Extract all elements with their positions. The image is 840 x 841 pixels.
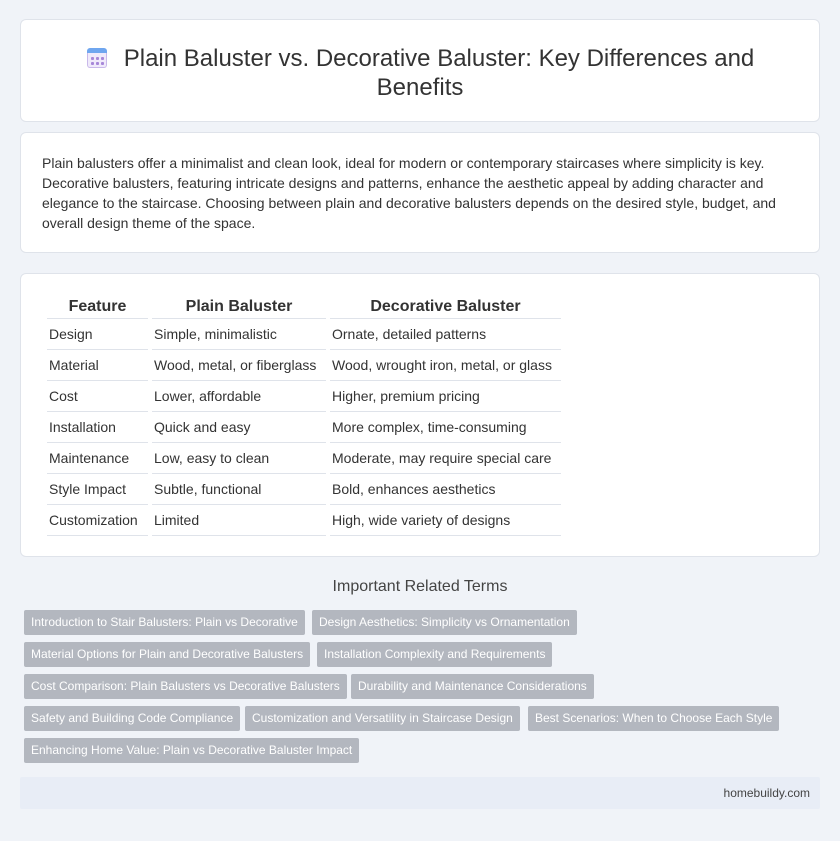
cell-decorative: Ornate, detailed patterns <box>330 319 561 350</box>
table-row <box>47 443 561 474</box>
table-row <box>47 474 561 505</box>
cell-decorative: More complex, time-consuming <box>330 412 561 443</box>
related-term-tag[interactable]: Best Scenarios: When to Choose Each Style <box>528 706 779 731</box>
comparison-card <box>20 273 820 557</box>
page-title-wrap <box>61 44 779 102</box>
related-term-tag[interactable]: Customization and Versatility in Staircase Design <box>245 706 520 731</box>
header-decorative: Decorative Baluster <box>330 294 561 319</box>
cell-decorative: Moderate, may require special care <box>330 443 561 474</box>
cell-feature: Style Impact <box>47 474 148 505</box>
footer-site-link[interactable]: homebuildy.com <box>723 786 810 800</box>
calendar-icon <box>86 47 108 69</box>
cell-feature: Material <box>47 350 148 381</box>
cell-feature: Cost <box>47 381 148 412</box>
related-term-tag[interactable]: Durability and Maintenance Considerations <box>351 674 594 699</box>
table-header-row <box>47 294 561 319</box>
related-term-tag[interactable]: Installation Complexity and Requirements <box>317 642 552 667</box>
cell-feature: Installation <box>47 412 148 443</box>
header-card <box>20 19 820 122</box>
page-title: Plain Baluster vs. Decorative Baluster: Key Differences and Benefits <box>123 45 755 101</box>
cell-feature: Customization <box>47 505 148 536</box>
cell-feature: Maintenance <box>47 443 148 474</box>
table-row <box>47 412 561 443</box>
header-plain: Plain Baluster <box>152 294 326 319</box>
cell-plain: Simple, minimalistic <box>152 319 326 350</box>
cell-plain: Subtle, functional <box>152 474 326 505</box>
table-row <box>47 381 561 412</box>
intro-text: Plain balusters offer a minimalist and clean look, ideal for modern or contemporary staircases where simplicity is key. Decorative balusters, featuring intricate designs and patterns, enhance the aesthetic appeal by adding character and elegance to the staircase. Choosing between plain and decorative balusters depends on the desired style, budget, and overall design theme of the space. <box>42 155 776 231</box>
cell-plain: Quick and easy <box>152 412 326 443</box>
cell-plain: Wood, metal, or fiberglass <box>152 350 326 381</box>
cell-decorative: Higher, premium pricing <box>330 381 561 412</box>
intro-card <box>20 132 820 253</box>
cell-decorative: High, wide variety of designs <box>330 505 561 536</box>
table-row <box>47 350 561 381</box>
related-term-tag[interactable]: Enhancing Home Value: Plain vs Decorative Baluster Impact <box>24 738 359 763</box>
related-term-tag[interactable]: Design Aesthetics: Simplicity vs Ornamentation <box>312 610 577 635</box>
footer <box>20 777 820 809</box>
related-term-tag[interactable]: Cost Comparison: Plain Balusters vs Decorative Balusters <box>24 674 347 699</box>
related-terms-title: Important Related Terms <box>332 578 508 595</box>
table-row <box>47 505 561 536</box>
cell-plain: Limited <box>152 505 326 536</box>
header-feature: Feature <box>47 294 148 319</box>
comparison-table <box>43 294 565 536</box>
related-term-tag[interactable]: Safety and Building Code Compliance <box>24 706 240 731</box>
table-row <box>47 319 561 350</box>
related-term-tag[interactable]: Introduction to Stair Balusters: Plain vs Decorative <box>24 610 305 635</box>
cell-decorative: Wood, wrought iron, metal, or glass <box>330 350 561 381</box>
cell-plain: Lower, affordable <box>152 381 326 412</box>
cell-plain: Low, easy to clean <box>152 443 326 474</box>
cell-decorative: Bold, enhances aesthetics <box>330 474 561 505</box>
cell-feature: Design <box>47 319 148 350</box>
related-term-tag[interactable]: Material Options for Plain and Decorative Balusters <box>24 642 310 667</box>
